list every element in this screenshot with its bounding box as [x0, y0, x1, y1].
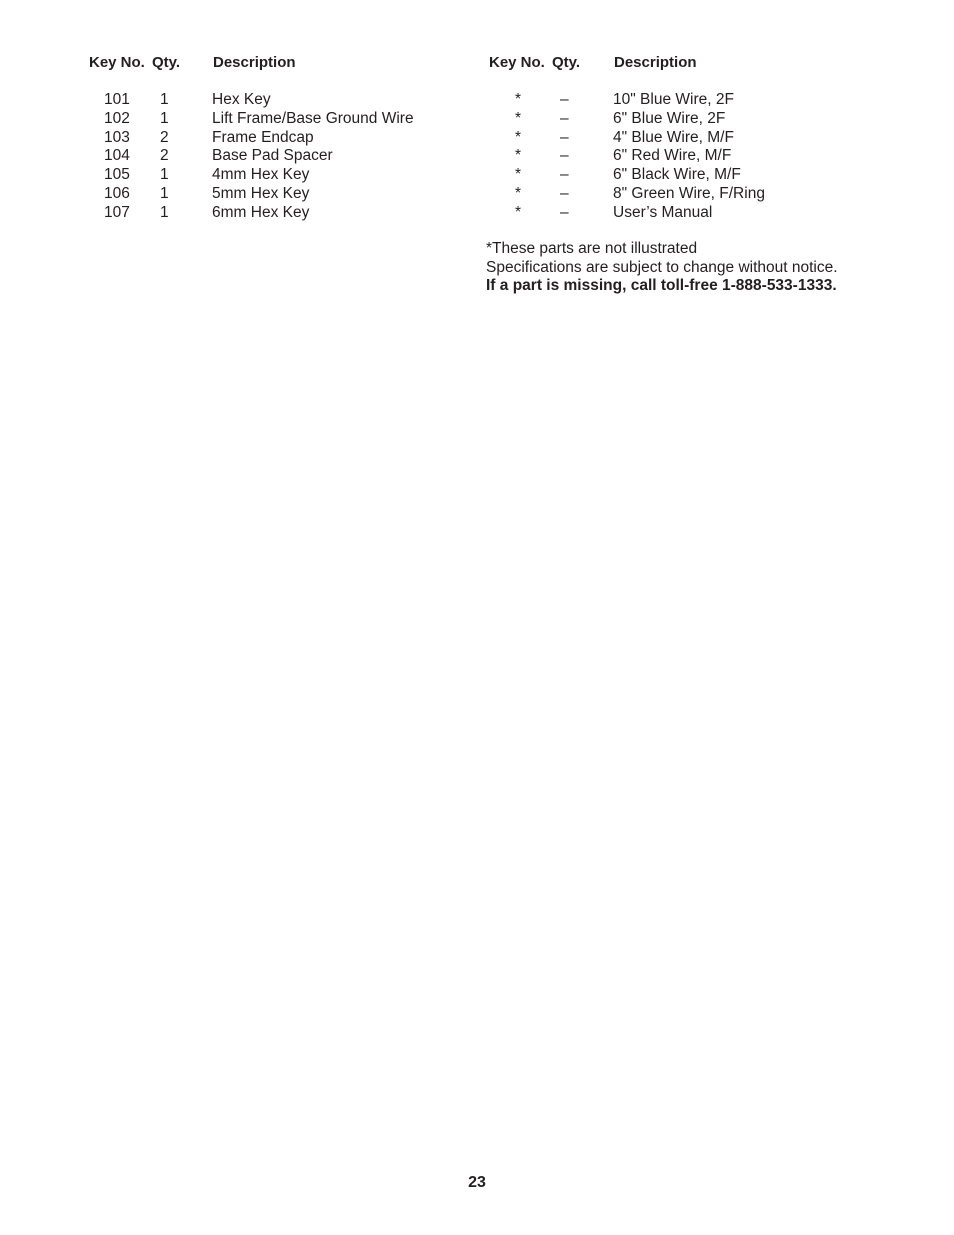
- part-row: [489, 204, 909, 223]
- key-no-header: Key No.: [89, 54, 145, 71]
- part-key-no: 107: [104, 203, 130, 221]
- part-key-no: *: [515, 184, 522, 202]
- part-description: 4" Blue Wire, M/F: [613, 128, 734, 146]
- part-description: User’s Manual: [613, 203, 713, 221]
- part-key-no: *: [515, 91, 522, 108]
- parts-list-left: [89, 54, 509, 222]
- qty-header: Qty.: [152, 54, 181, 71]
- part-qty: –: [560, 128, 569, 146]
- part-description: 8" Green Wire, F/Ring: [613, 184, 765, 202]
- part-description: Base Pad Spacer: [212, 147, 333, 165]
- part-key-no: 105: [104, 166, 130, 183]
- part-row: [89, 204, 509, 223]
- part-key-no: *: [515, 128, 522, 146]
- not-illustrated-note: *These parts are not illustrated: [486, 240, 698, 257]
- qty-header: Qty.: [552, 54, 581, 71]
- part-row: [489, 185, 909, 204]
- page-number: 23: [468, 1174, 486, 1191]
- part-qty: –: [560, 91, 569, 108]
- part-key-no: 102: [104, 109, 130, 127]
- part-row: [89, 147, 509, 166]
- part-qty: –: [560, 184, 569, 202]
- part-row: [89, 129, 509, 148]
- part-row: [489, 91, 909, 110]
- part-description: 6mm Hex Key: [212, 203, 310, 221]
- key-no-header: Key No.: [489, 54, 545, 71]
- part-key-no: 106: [104, 184, 130, 202]
- parts-list-header: [489, 54, 909, 74]
- part-qty: 1: [160, 203, 169, 221]
- part-qty: –: [560, 166, 569, 183]
- part-description: 6" Red Wire, M/F: [613, 147, 732, 165]
- part-row: [89, 166, 509, 185]
- part-qty: –: [560, 109, 569, 127]
- part-key-no: *: [515, 166, 522, 183]
- part-qty: 2: [160, 147, 169, 165]
- description-header: Description: [614, 54, 697, 71]
- part-description: Frame Endcap: [212, 128, 314, 146]
- part-description: Lift Frame/Base Ground Wire: [212, 109, 414, 127]
- part-key-no: *: [515, 203, 522, 221]
- part-row: [489, 129, 909, 148]
- part-qty: 1: [160, 109, 169, 127]
- part-key-no: *: [515, 147, 522, 165]
- specifications-note: Specifications are subject to change without notice.: [486, 258, 838, 276]
- part-key-no: *: [515, 109, 522, 127]
- part-row: [89, 110, 509, 129]
- part-row: [89, 91, 509, 110]
- part-qty: 1: [160, 91, 169, 108]
- part-description: 6" Black Wire, M/F: [613, 166, 741, 183]
- parts-notes: [486, 240, 838, 296]
- part-row: [89, 185, 509, 204]
- parts-list-header: [89, 54, 509, 74]
- parts-list-right: [489, 54, 909, 222]
- part-qty: 1: [160, 184, 169, 202]
- part-description: 10" Blue Wire, 2F: [613, 91, 734, 108]
- missing-part-note: If a part is missing, call toll-free 1-888-533-1333.: [486, 277, 837, 295]
- part-qty: 1: [160, 166, 169, 183]
- part-description: 4mm Hex Key: [212, 166, 310, 183]
- part-key-no: 103: [104, 128, 130, 146]
- description-header: Description: [213, 54, 296, 71]
- part-qty: 2: [160, 128, 169, 146]
- part-description: 5mm Hex Key: [212, 184, 310, 202]
- part-description: 6" Blue Wire, 2F: [613, 109, 726, 127]
- part-row: [489, 166, 909, 185]
- part-description: Hex Key: [212, 91, 271, 108]
- part-row: [489, 110, 909, 129]
- part-key-no: 104: [104, 147, 130, 165]
- part-key-no: 101: [104, 91, 130, 108]
- part-qty: –: [560, 203, 569, 221]
- part-row: [489, 147, 909, 166]
- part-qty: –: [560, 147, 569, 165]
